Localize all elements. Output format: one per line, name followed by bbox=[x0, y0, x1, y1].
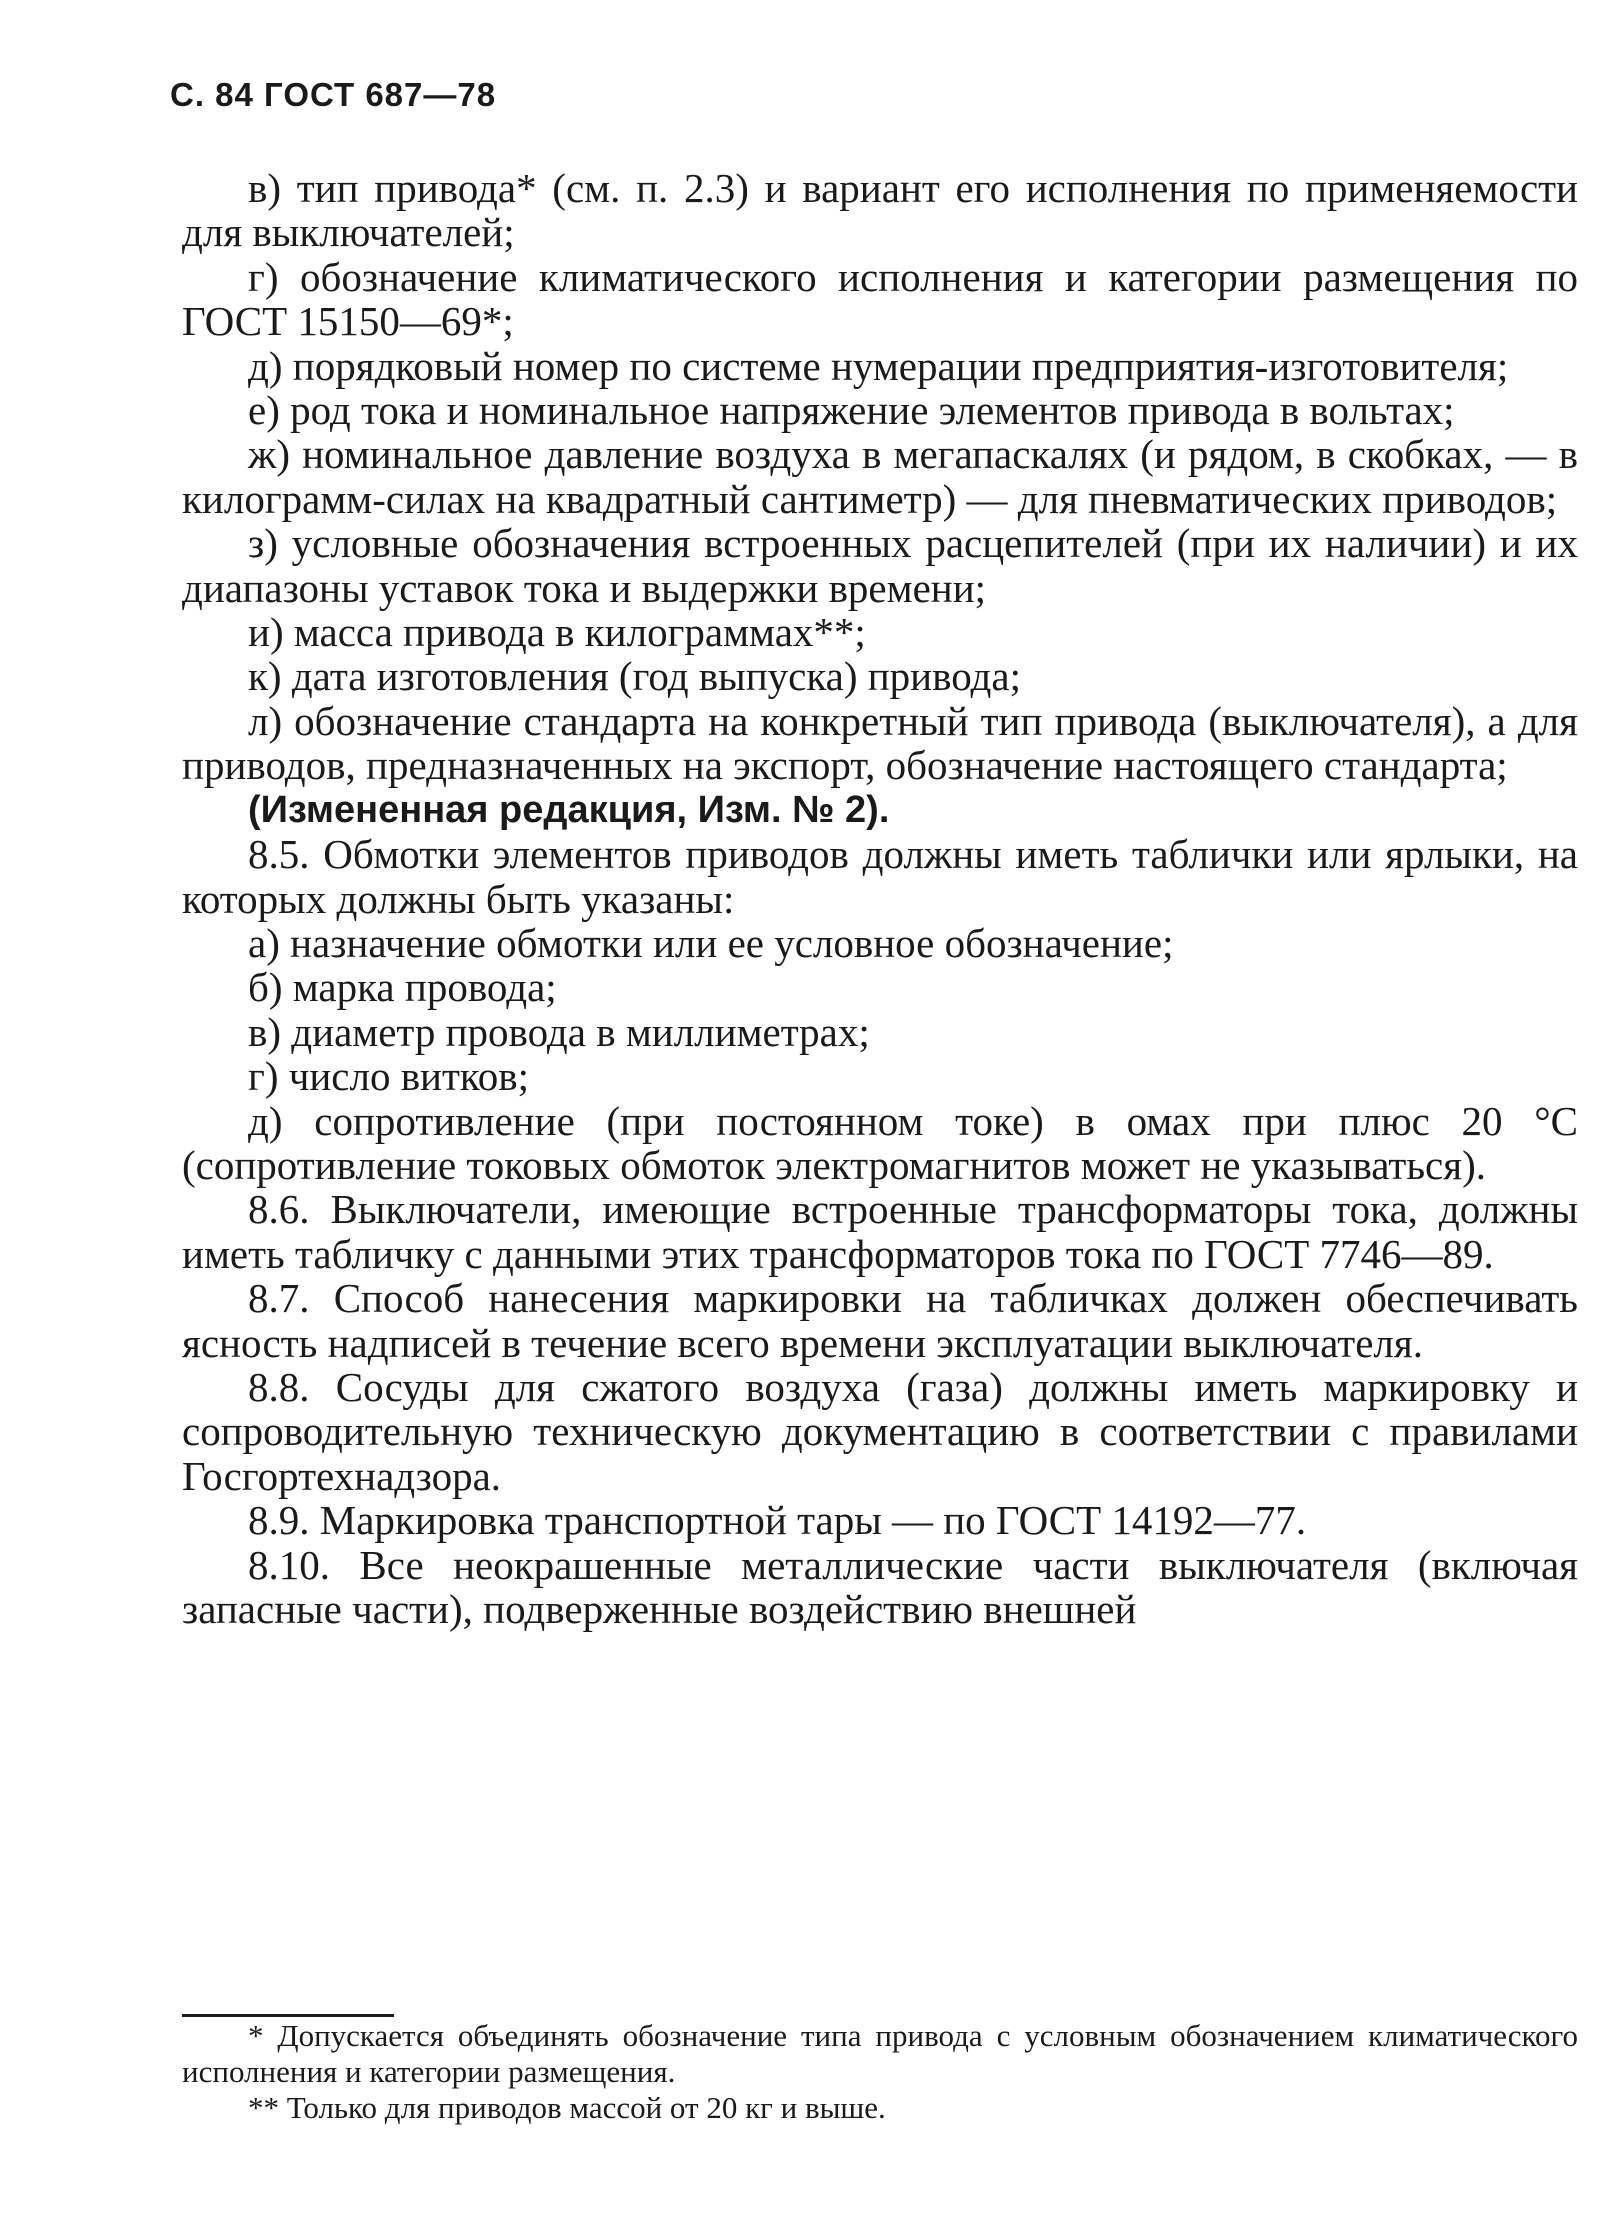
clause-8-6: 8.6. Выключатели, имеющие встроенные трансформаторы тока, должны иметь табличку с данными этих трансформаторов тока по ГОСТ 7746—89. bbox=[182, 1186, 1578, 1277]
clause-8-5-item-v: в) диаметр провода в миллиметрах; bbox=[248, 1008, 870, 1055]
clause-8-5: 8.5. Обмотки элементов приводов должны иметь таблички или ярлыки, на которых должны быть указаны: bbox=[182, 831, 1578, 922]
footnote-1: * Допускается объединять обозначение типа привода с условным обозначением климатического исполнения и категории размещения. bbox=[182, 2018, 1578, 2089]
list-item-v: в) тип привода* (см. п. 2.3) и вариант его исполнения по применяемости для выключателей; bbox=[182, 165, 1578, 256]
list-item-i: и) масса привода в килограммах**; bbox=[248, 609, 866, 656]
clause-8-5-item-a: а) назначение обмотки или ее условное обозначение; bbox=[248, 919, 1174, 966]
clause-8-8: 8.8. Сосуды для сжатого воздуха (газа) должны иметь маркировку и сопроводительную техническую документацию в соответствии с правилами Госгортехнадзора. bbox=[182, 1363, 1578, 1499]
footnotes bbox=[182, 2018, 1578, 2126]
page-header: С. 84 ГОСТ 687—78 bbox=[170, 76, 497, 113]
body-text bbox=[182, 166, 1578, 1631]
list-item-zh: ж) номинальное давление воздуха в мегапаскалях (и рядом, в скобках, — в килограмм-силах на квадратный сантиметр) — для пневматических приводов; bbox=[182, 431, 1578, 522]
footnote-2: ** Только для приводов массой от 20 кг и выше. bbox=[248, 2090, 886, 2125]
list-item-e: е) род тока и номинальное напряжение элементов привода в вольтах; bbox=[248, 387, 1455, 434]
amendment-note: (Измененная редакция, Изм. № 2). bbox=[248, 788, 890, 831]
clause-8-7: 8.7. Способ нанесения маркировки на табличках должен обеспечивать ясность надписей в течение всего времени эксплуатации выключателя. bbox=[182, 1275, 1578, 1366]
list-item-d: д) порядковый номер по системе нумерации предприятия-изготовителя; bbox=[248, 342, 1509, 389]
clause-8-9: 8.9. Маркировка транспортной тары — по ГОСТ 14192—77. bbox=[248, 1497, 1307, 1544]
list-item-z: з) условные обозначения встроенных расцепителей (при их наличии) и их диапазоны уставок тока и выдержки времени; bbox=[182, 520, 1578, 611]
list-item-g: г) обозначение климатического исполнения и категории размещения по ГОСТ 15150—69*; bbox=[182, 253, 1578, 345]
list-item-l: л) обозначение стандарта на конкретный тип привода (выключателя), а для приводов, предназначенных на экспорт, обозначение настоящего стандарта; bbox=[182, 697, 1578, 789]
list-item-k: к) дата изготовления (год выпуска) привода; bbox=[248, 653, 1021, 700]
footnote-divider bbox=[182, 2014, 394, 2017]
clause-8-5-item-b: б) марка провода; bbox=[248, 964, 557, 1011]
clause-8-10: 8.10. Все неокрашенные металлические части выключателя (включая запасные части), подверженные воздействию внешней bbox=[182, 1541, 1578, 1632]
clause-8-5-item-d: д) сопротивление (при постоянном токе) в омах при плюс 20 °С (сопротивление токовых обмоток электромагнитов может не указываться). bbox=[182, 1097, 1578, 1188]
clause-8-5-item-g: г) число витков; bbox=[248, 1053, 529, 1100]
